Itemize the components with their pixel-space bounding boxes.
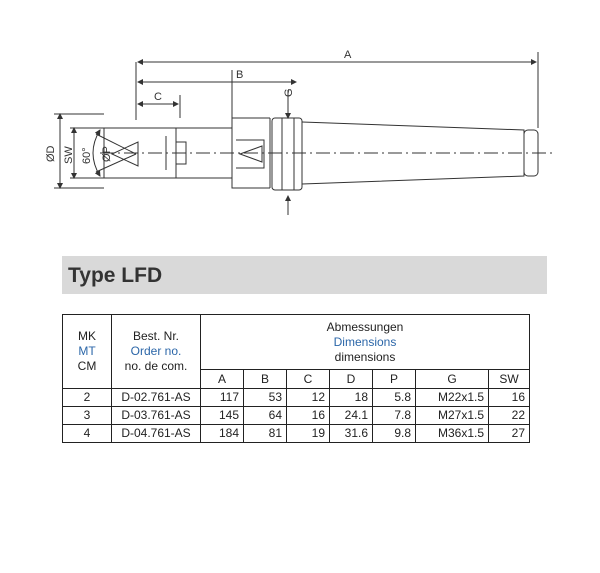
header-dims-fr: dimensions xyxy=(334,349,396,364)
dim-label-angle: 60° xyxy=(81,147,93,164)
col-header-P: P xyxy=(373,370,416,389)
technical-drawing xyxy=(0,0,600,250)
header-size-en: MT xyxy=(78,344,96,358)
header-dims-en: Dimensions xyxy=(333,334,397,349)
header-order-en: Order no. xyxy=(130,344,182,358)
title-bar xyxy=(62,256,547,294)
cell-A: 145 xyxy=(201,407,244,425)
cell-P: 9.8 xyxy=(373,425,416,443)
dim-label-B: B xyxy=(236,69,244,81)
cell-size: 2 xyxy=(63,389,112,407)
cell-order: D-03.761-AS xyxy=(112,407,201,425)
cell-C: 12 xyxy=(287,389,330,407)
header-size xyxy=(63,315,112,389)
cell-B: 81 xyxy=(244,425,287,443)
table-row xyxy=(63,425,530,443)
cell-B: 53 xyxy=(244,389,287,407)
cell-SW: 22 xyxy=(489,407,530,425)
dim-label-A: A xyxy=(344,49,352,61)
cell-SW: 27 xyxy=(489,425,530,443)
cell-A: 117 xyxy=(201,389,244,407)
dim-label-G: G xyxy=(283,88,295,97)
cell-order: D-04.761-AS xyxy=(112,425,201,443)
header-size-de: MK xyxy=(78,329,96,343)
cell-G: M36x1.5 xyxy=(416,425,489,443)
header-order-fr: no. de com. xyxy=(124,359,188,373)
col-header-A: A xyxy=(201,370,244,389)
cell-C: 16 xyxy=(287,407,330,425)
col-header-D: D xyxy=(330,370,373,389)
header-dims xyxy=(201,315,530,370)
header-order xyxy=(112,315,201,389)
table-row xyxy=(63,407,530,425)
col-header-SW: SW xyxy=(489,370,530,389)
cell-order: D-02.761-AS xyxy=(112,389,201,407)
cell-D: 31.6 xyxy=(330,425,373,443)
cell-P: 5.8 xyxy=(373,389,416,407)
cell-G: M27x1.5 xyxy=(416,407,489,425)
cell-B: 64 xyxy=(244,407,287,425)
dim-label-C: C xyxy=(154,91,162,103)
col-header-C: C xyxy=(287,370,330,389)
dim-label-D: ØD xyxy=(45,145,57,162)
cell-P: 7.8 xyxy=(373,407,416,425)
table-header-row xyxy=(63,315,530,370)
dimension-table xyxy=(62,314,530,443)
page-title: Type LFD xyxy=(68,264,163,287)
cell-C: 19 xyxy=(287,425,330,443)
header-size-fr: CM xyxy=(77,359,97,373)
cell-G: M22x1.5 xyxy=(416,389,489,407)
cell-size: 4 xyxy=(63,425,112,443)
dim-label-P: ØP xyxy=(101,146,113,162)
col-header-B: B xyxy=(244,370,287,389)
dim-label-SW: SW xyxy=(63,146,75,164)
cell-size: 3 xyxy=(63,407,112,425)
cell-D: 18 xyxy=(330,389,373,407)
cell-A: 184 xyxy=(201,425,244,443)
cell-SW: 16 xyxy=(489,389,530,407)
header-order-de: Best. Nr. xyxy=(132,329,179,343)
header-dims-de: Abmessungen xyxy=(326,319,404,334)
col-header-G: G xyxy=(416,370,489,389)
table-row xyxy=(63,389,530,407)
cell-D: 24.1 xyxy=(330,407,373,425)
